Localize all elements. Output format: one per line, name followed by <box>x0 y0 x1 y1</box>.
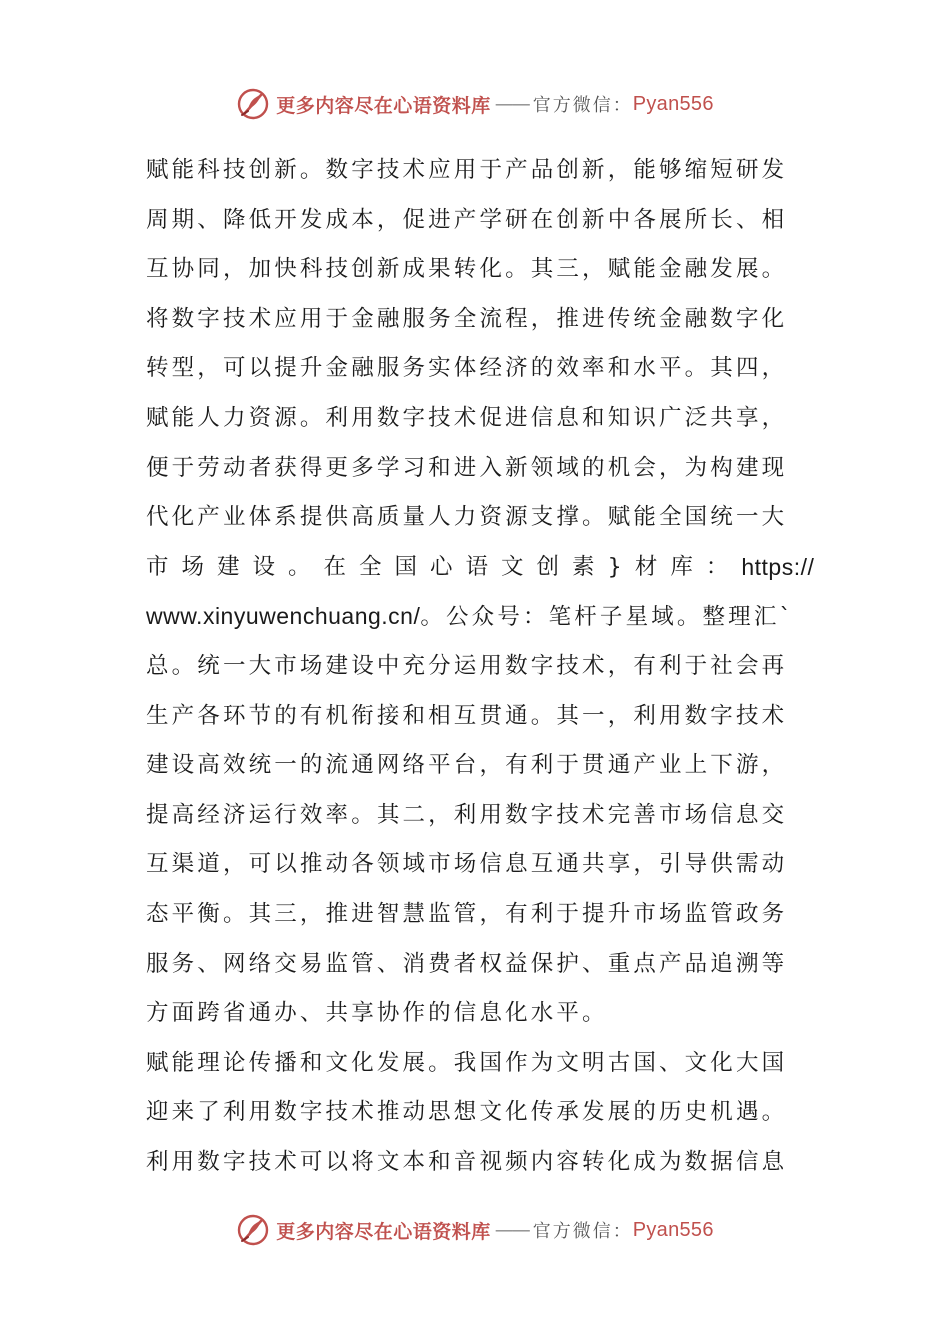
text-line: 态平衡。其三，推进智慧监管，有利于提升市场监管政务 <box>146 900 788 927</box>
banner-dash: —— <box>494 93 529 115</box>
footer-banner <box>0 1210 950 1250</box>
banner-title: 更多内容尽在心语资料库 <box>276 94 491 117</box>
text-line: 利用数字技术可以将文本和音视频内容转化成为数据信息 <box>146 1148 788 1175</box>
text-line: 便于劳动者获得更多学习和进入新领域的机会，为构建现 <box>146 454 788 481</box>
text-line: 周期、降低开发成本，促进产学研在创新中各展所长、相 <box>146 206 788 233</box>
url-link: www.xinyuwenchuang.cn/ <box>146 603 421 630</box>
banner-label: 官方微信： <box>532 1221 633 1242</box>
banner-dash: —— <box>494 1219 529 1241</box>
text-line-with-url <box>146 543 815 593</box>
text-line: 赋能科技创新。数字技术应用于产品创新，能够缩短研发 <box>146 157 788 183</box>
banner-handle: Pyan556 <box>632 1218 714 1241</box>
text-line: 将数字技术应用于金融服务全流程，推进传统金融数字化 <box>146 305 788 332</box>
text-line: 生产各环节的有机衔接和相互贯通。其一，利用数字技术 <box>146 702 788 729</box>
text-line: 建设高效统一的流通网络平台，有利于贯通产业上下游， <box>146 752 788 779</box>
text-line: 总。统一大市场建设中充分运用数字技术，有利于社会再 <box>146 652 788 679</box>
url-part: https:// <box>741 553 815 580</box>
text-line: 赋能人力资源。利用数字技术促进信息和知识广泛共享， <box>146 404 788 431</box>
text-line: 转型，可以提升金融服务实体经济的效率和水平。其四， <box>146 355 788 382</box>
banner-label: 官方微信： <box>532 95 633 116</box>
text-line: 赋能理论传播和文化发展。我国作为文明古国、文化大国 <box>146 1049 788 1076</box>
text-line: 代化产业体系提供高质量人力资源支撑。赋能全国统一大 <box>146 504 788 531</box>
text-line-url <box>146 592 806 642</box>
banner-title: 更多内容尽在心语资料库 <box>276 1220 491 1243</box>
quill-logo-icon <box>236 87 270 121</box>
banner-handle: Pyan556 <box>632 92 714 115</box>
document-body <box>146 146 815 1187</box>
quill-logo-icon <box>236 1213 270 1247</box>
text-line: 互渠道，可以推动各领域市场信息互通共享，引导供需动 <box>146 851 788 878</box>
text-line: 服务、网络交易监管、消费者权益保护、重点产品追溯等 <box>146 950 788 977</box>
text-line: 迎来了利用数字技术推动思想文化传承发展的历史机遇。 <box>146 1099 788 1126</box>
text-line: 方面跨省通办、共享协作的信息化水平。 <box>146 1000 608 1027</box>
header-banner <box>0 84 950 124</box>
text-line-segment: 市场建设。在全国心语文创素}材库： <box>146 553 742 580</box>
text-line-segment: 。公众号：笔杆子星域。整理汇` <box>420 604 794 631</box>
text-line: 互协同，加快科技创新成果转化。其三，赋能金融发展。 <box>146 256 788 283</box>
text-line: 提高经济运行效率。其二，利用数字技术完善市场信息交 <box>146 801 788 828</box>
